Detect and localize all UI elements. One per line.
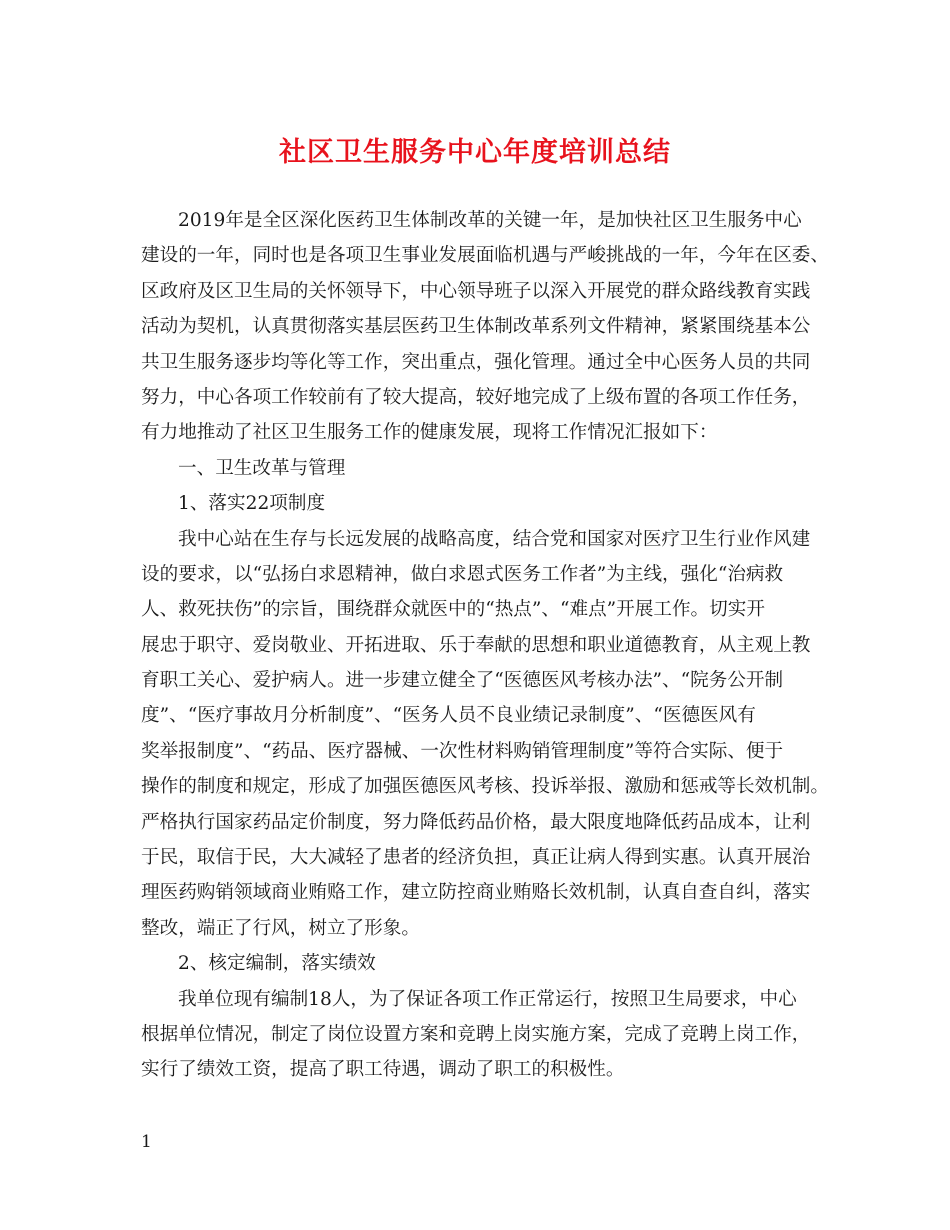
text-line: 2、核定编制，落实绩效 bbox=[178, 953, 376, 975]
document-title: 社区卫生服务中心年度培训总结 bbox=[279, 137, 671, 168]
text-line: 活动为契机，认真贯彻落实基层医药卫生体制改革系列文件精神，紧紧围绕基本公 bbox=[141, 316, 811, 338]
page-number: 1 bbox=[141, 1132, 152, 1152]
text-line: 育职工关心、爱护病人。进一步建立健全了“医德医风考核办法”、“院务公开制 bbox=[141, 670, 784, 692]
text-line: 区政府及区卫生局的关怀领导下，中心领导班子以深入开展党的群众路线教育实践 bbox=[141, 280, 811, 302]
text-line: 实行了绩效工资，提高了职工待遇，调动了职工的积极性。 bbox=[141, 1059, 625, 1081]
text-line: 设的要求，以“弘扬白求恩精神，做白求恩式医务工作者”为主线，强化“治病救 bbox=[141, 563, 784, 585]
text-line: 有力地推动了社区卫生服务工作的健康发展，现将工作情况汇报如下： bbox=[141, 422, 718, 444]
text-line: 理医药购销领域商业贿赂工作，建立防控商业贿赂长效机制，认真自查自纠，落实 bbox=[141, 882, 811, 904]
text-line: 我单位现有编制18人，为了保证各项工作正常运行，按照卫生局要求，中心 bbox=[178, 988, 797, 1010]
text-line: 于民，取信于民，大大减轻了患者的经济负担，真正让病人得到实惠。认真开展治 bbox=[141, 847, 811, 869]
text-line: 度”、“医疗事故月分析制度”、“医务人员不良业绩记录制度”、“医德医风有 bbox=[141, 705, 756, 727]
text-line: 我中心站在生存与长远发展的战略高度，结合党和国家对医疗卫生行业作风建 bbox=[178, 528, 811, 550]
text-line: 操作的制度和规定，形成了加强医德医风考核、投诉举报、激励和惩戒等长效机制。 bbox=[141, 776, 829, 798]
document-body bbox=[141, 203, 831, 1088]
text-line: 共卫生服务逐步均等化等工作，突出重点，强化管理。通过全中心医务人员的共同 bbox=[141, 351, 811, 373]
text-line: 建设的一年，同时也是各项卫生事业发展面临机遇与严峻挑战的一年，今年在区委、 bbox=[141, 245, 829, 267]
text-line: 一、卫生改革与管理 bbox=[178, 457, 346, 479]
text-line: 2019年是全区深化医药卫生体制改革的关键一年，是加快社区卫生服务中心 bbox=[178, 210, 802, 231]
text-line: 展忠于职守、爱岗敬业、开拓进取、乐于奉献的思想和职业道德教育，从主观上教 bbox=[141, 634, 811, 656]
text-line: 人、救死扶伤”的宗旨，围绕群众就医中的“热点”、“难点”开展工作。切实开 bbox=[141, 599, 765, 621]
text-line: 根据单位情况，制定了岗位设置方案和竞聘上岗实施方案，完成了竞聘上岗工作， bbox=[141, 1023, 811, 1045]
text-line: 1、落实22项制度 bbox=[178, 493, 326, 515]
text-line: 严格执行国家药品定价制度，努力降低药品价格，最大限度地降低药品成本，让利 bbox=[141, 811, 811, 833]
text-line: 努力，中心各项工作较前有了较大提高，较好地完成了上级布置的各项工作任务， bbox=[141, 386, 811, 408]
text-line: 奖举报制度”、“药品、医疗器械、一次性材料购销管理制度”等符合实际、便于 bbox=[141, 740, 784, 762]
text-line: 整改，端正了行风，树立了形象。 bbox=[141, 917, 420, 939]
